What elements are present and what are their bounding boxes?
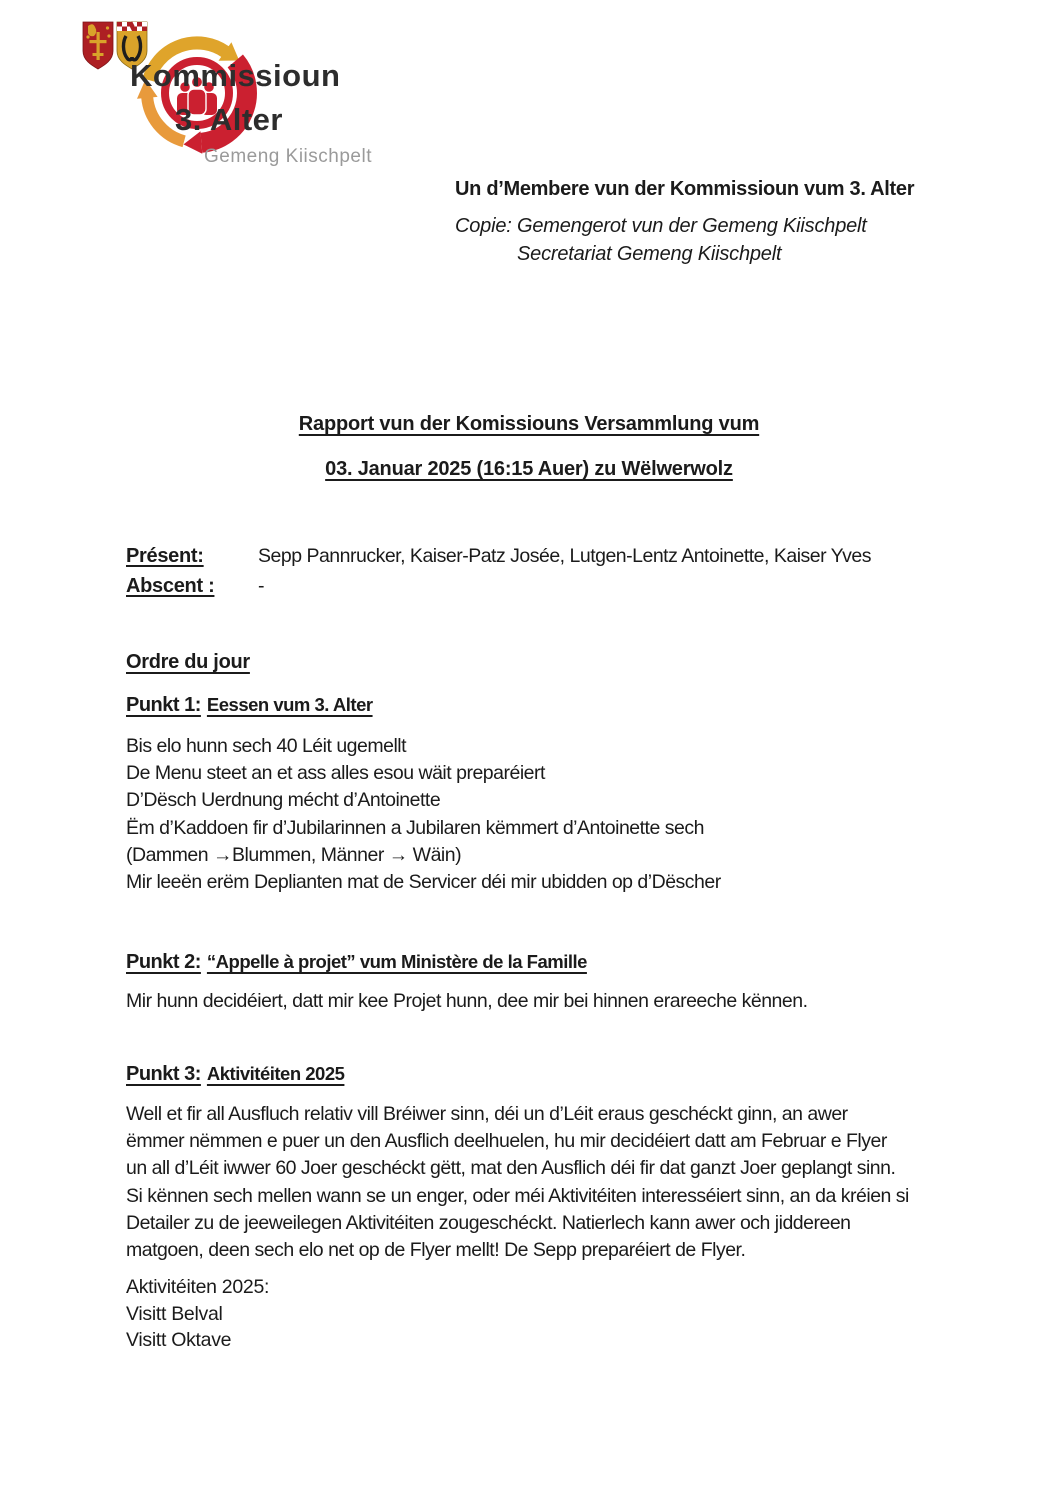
text-line: D’Dësch Uerdnung mécht d’Antoinette	[126, 789, 441, 812]
copy-line	[455, 215, 975, 238]
text-line: ëmmer nëmmen e puer un den Ausflich deelhuelen, hu mir decidéiert datt am Februar e Flyer	[126, 1130, 887, 1153]
text-line: Mir leeën erëm Deplianten mat de Servicer déi mir ubidden op d’Dëscher	[126, 871, 721, 894]
section-1-body	[126, 733, 986, 896]
section-2-heading-text: “Appelle à projet” vum Ministère de la Famille	[206, 951, 587, 972]
copy-recipient-1: Gemengerot vun der Gemeng Kiischpelt	[516, 215, 867, 237]
section-1-heading	[126, 694, 373, 717]
activities-list	[126, 1274, 269, 1354]
absent-value: -	[258, 575, 264, 597]
section-2-heading-prefix: Punkt 2:	[126, 951, 201, 973]
title-line-1: Rapport vun der Komissiouns Versammlung vum	[298, 413, 760, 435]
text-line: Well et fir all Ausfluch relativ vill Bréiwer sinn, déi un d’Léit eraus geschéckt ginn, an awer	[126, 1103, 848, 1125]
document-title	[0, 413, 1058, 481]
section-1-heading-prefix: Punkt 1:	[126, 694, 201, 716]
text-line: Visitt Oktave	[126, 1329, 232, 1351]
text-line: Detailer zu de jeeweilegen Aktivitéiten zougeschéckt. Natierlech kann awer och jiddereen	[126, 1211, 851, 1234]
text-line: Si kënnen sech mellen wann se un enger, oder méi Aktivitéiten interesséiert sinn, an da kréien si	[126, 1184, 909, 1207]
section-3-body	[126, 1101, 986, 1264]
present-label: Présent:	[126, 545, 204, 567]
text-line: Mir hunn decidéiert, datt mir kee Projet hunn, dee mir bei hinnen erareeche kënnen.	[126, 990, 808, 1012]
recipient-block	[455, 178, 975, 266]
text-line: Visitt Belval	[126, 1302, 223, 1325]
coat-of-arms-left-icon	[83, 22, 113, 69]
text-line: matgoen, deen sech elo net op de Flyer mellt! De Sepp preparéiert de Flyer.	[126, 1239, 746, 1262]
section-2-heading	[126, 951, 587, 974]
text-line: De Menu steet an et ass alles esou wäit preparéiert	[126, 762, 545, 785]
text-line: (Dammen →Blummen, Männer → Wäin)	[126, 843, 462, 866]
section-2-body	[126, 988, 986, 1015]
copy-label: Copie:	[455, 215, 512, 237]
logo-title-line1: Kommissioun	[130, 58, 341, 93]
section-3-heading-text: Aktivitéiten 2025	[206, 1063, 345, 1084]
absent-label: Abscent :	[126, 575, 215, 597]
text-line: Ëm d’Kaddoen fir d’Jubilarinnen a Jubilaren këmmert d’Antoinette sech	[126, 816, 704, 839]
logo-title-line2: 3. Alter	[175, 102, 283, 137]
recipient-line: Un d’Membere vun der Kommissioun vum 3. Alter	[455, 178, 915, 200]
text-line: Aktivitéiten 2025:	[126, 1276, 270, 1298]
logo	[82, 18, 392, 178]
text-line: un all d’Léit iwwer 60 Joer geschéckt gëtt, mat den Ausflich déi fir dat ganzt Joer geplangt sinn.	[126, 1157, 896, 1180]
present-row	[126, 541, 956, 571]
title-line-2: 03. Januar 2025 (16:15 Auer) zu Wëlwerwolz	[325, 458, 733, 480]
section-3-heading-prefix: Punkt 3:	[126, 1063, 201, 1085]
copy-recipient-2: Secretariat Gemeng Kiischpelt	[517, 243, 782, 265]
present-value: Sepp Pannrucker, Kaiser-Patz Josée, Lutgen-Lentz Antoinette, Kaiser Yves	[258, 545, 871, 567]
logo-subtitle: Gemeng Kiischpelt	[204, 146, 372, 167]
absent-row	[126, 571, 956, 601]
attendance-block	[126, 541, 956, 601]
section-1-heading-text: Eessen vum 3. Alter	[206, 694, 373, 715]
section-3-heading	[126, 1063, 344, 1086]
text-line: Bis elo hunn sech 40 Léit ugemellt	[126, 735, 407, 757]
agenda-heading: Ordre du jour	[126, 651, 250, 673]
